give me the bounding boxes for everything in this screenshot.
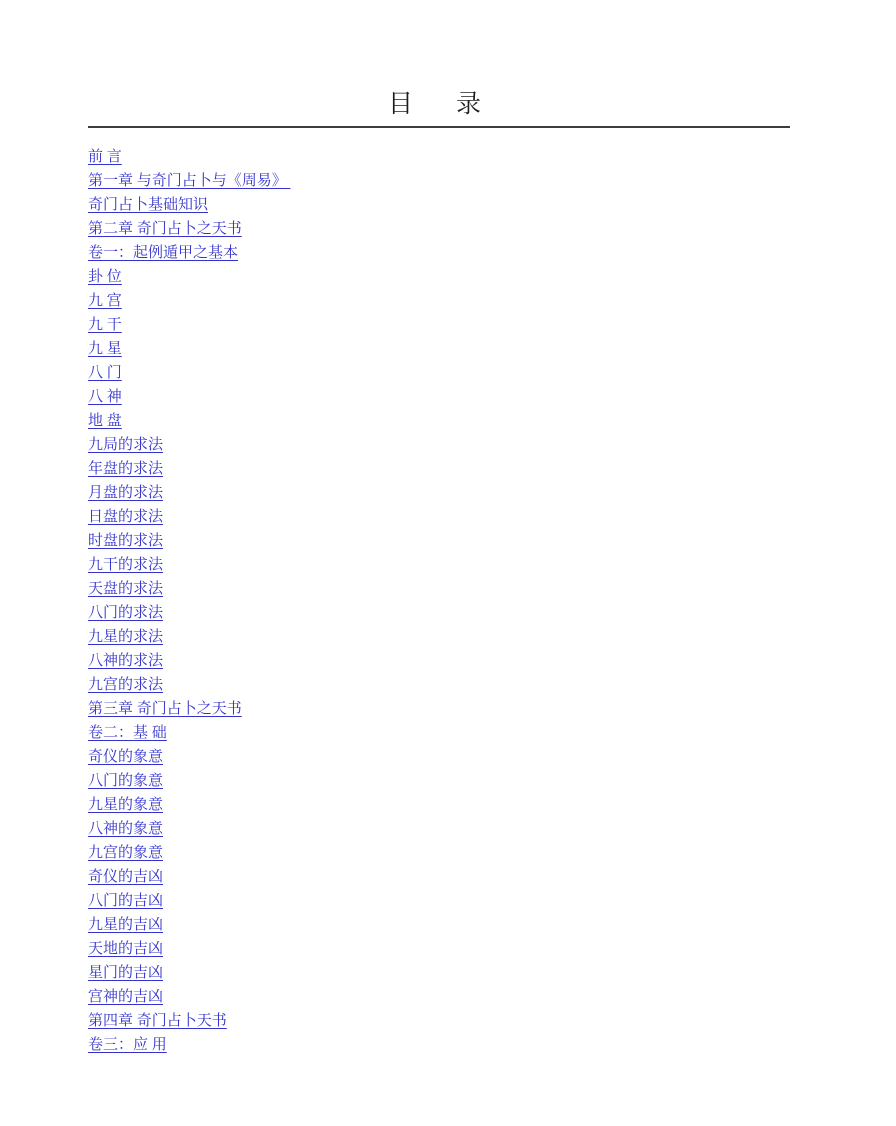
toc-link[interactable]: 九宫的求法 (88, 677, 164, 693)
toc-link[interactable]: 地 盘 (88, 413, 122, 429)
title-divider (88, 126, 790, 128)
toc-link[interactable]: 卦 位 (88, 269, 122, 285)
toc-link[interactable]: 九 星 (88, 341, 122, 357)
toc-link[interactable]: 年盘的求法 (88, 461, 164, 477)
table-of-contents (88, 145, 790, 1057)
toc-link[interactable]: 宫神的吉凶 (88, 989, 164, 1005)
toc-link[interactable]: 时盘的求法 (88, 533, 164, 549)
toc-link[interactable]: 九 干 (88, 317, 122, 333)
toc-link[interactable]: 卷三：应 用 (88, 1037, 167, 1053)
toc-link[interactable]: 九星的象意 (88, 797, 164, 813)
toc-link[interactable]: 八 神 (88, 389, 122, 405)
toc-link[interactable]: 奇门占卜基础知识 (88, 197, 209, 213)
toc-link[interactable]: 卷一：起例遁甲之基本 (88, 245, 239, 261)
toc-link[interactable]: 九星的求法 (88, 629, 164, 645)
toc-link[interactable]: 九局的求法 (88, 437, 164, 453)
page-title: 目 录 (387, 91, 490, 118)
toc-link[interactable]: 九干的求法 (88, 557, 164, 573)
toc-link[interactable]: 八神的象意 (88, 821, 164, 837)
toc-link[interactable]: 月盘的求法 (88, 485, 164, 501)
toc-link[interactable]: 八 门 (88, 365, 122, 381)
toc-link[interactable]: 九星的吉凶 (88, 917, 164, 933)
toc-link[interactable]: 第三章 奇门占卜之天书 (88, 701, 242, 717)
toc-link[interactable]: 前 言 (88, 149, 122, 165)
toc-link[interactable]: 天盘的求法 (88, 581, 164, 597)
toc-link[interactable]: 奇仪的象意 (88, 749, 164, 765)
toc-link[interactable]: 星门的吉凶 (88, 965, 164, 981)
toc-link[interactable]: 八门的象意 (88, 773, 164, 789)
toc-link[interactable]: 八门的吉凶 (88, 893, 164, 909)
toc-link[interactable]: 奇仪的吉凶 (88, 869, 164, 885)
toc-link[interactable]: 第二章 奇门占卜之天书 (88, 221, 242, 237)
toc-link[interactable]: 九 宫 (88, 293, 122, 309)
toc-link[interactable]: 第一章 与奇门占卜与《周易》 (88, 173, 291, 189)
toc-link[interactable]: 天地的吉凶 (88, 941, 164, 957)
toc-link[interactable]: 日盘的求法 (88, 509, 164, 525)
toc-link[interactable]: 八门的求法 (88, 605, 164, 621)
toc-link[interactable]: 第四章 奇门占卜天书 (88, 1013, 227, 1029)
toc-link[interactable]: 卷二：基 础 (88, 725, 167, 741)
toc-link[interactable]: 八神的求法 (88, 653, 164, 669)
toc-link[interactable]: 九宫的象意 (88, 845, 164, 861)
